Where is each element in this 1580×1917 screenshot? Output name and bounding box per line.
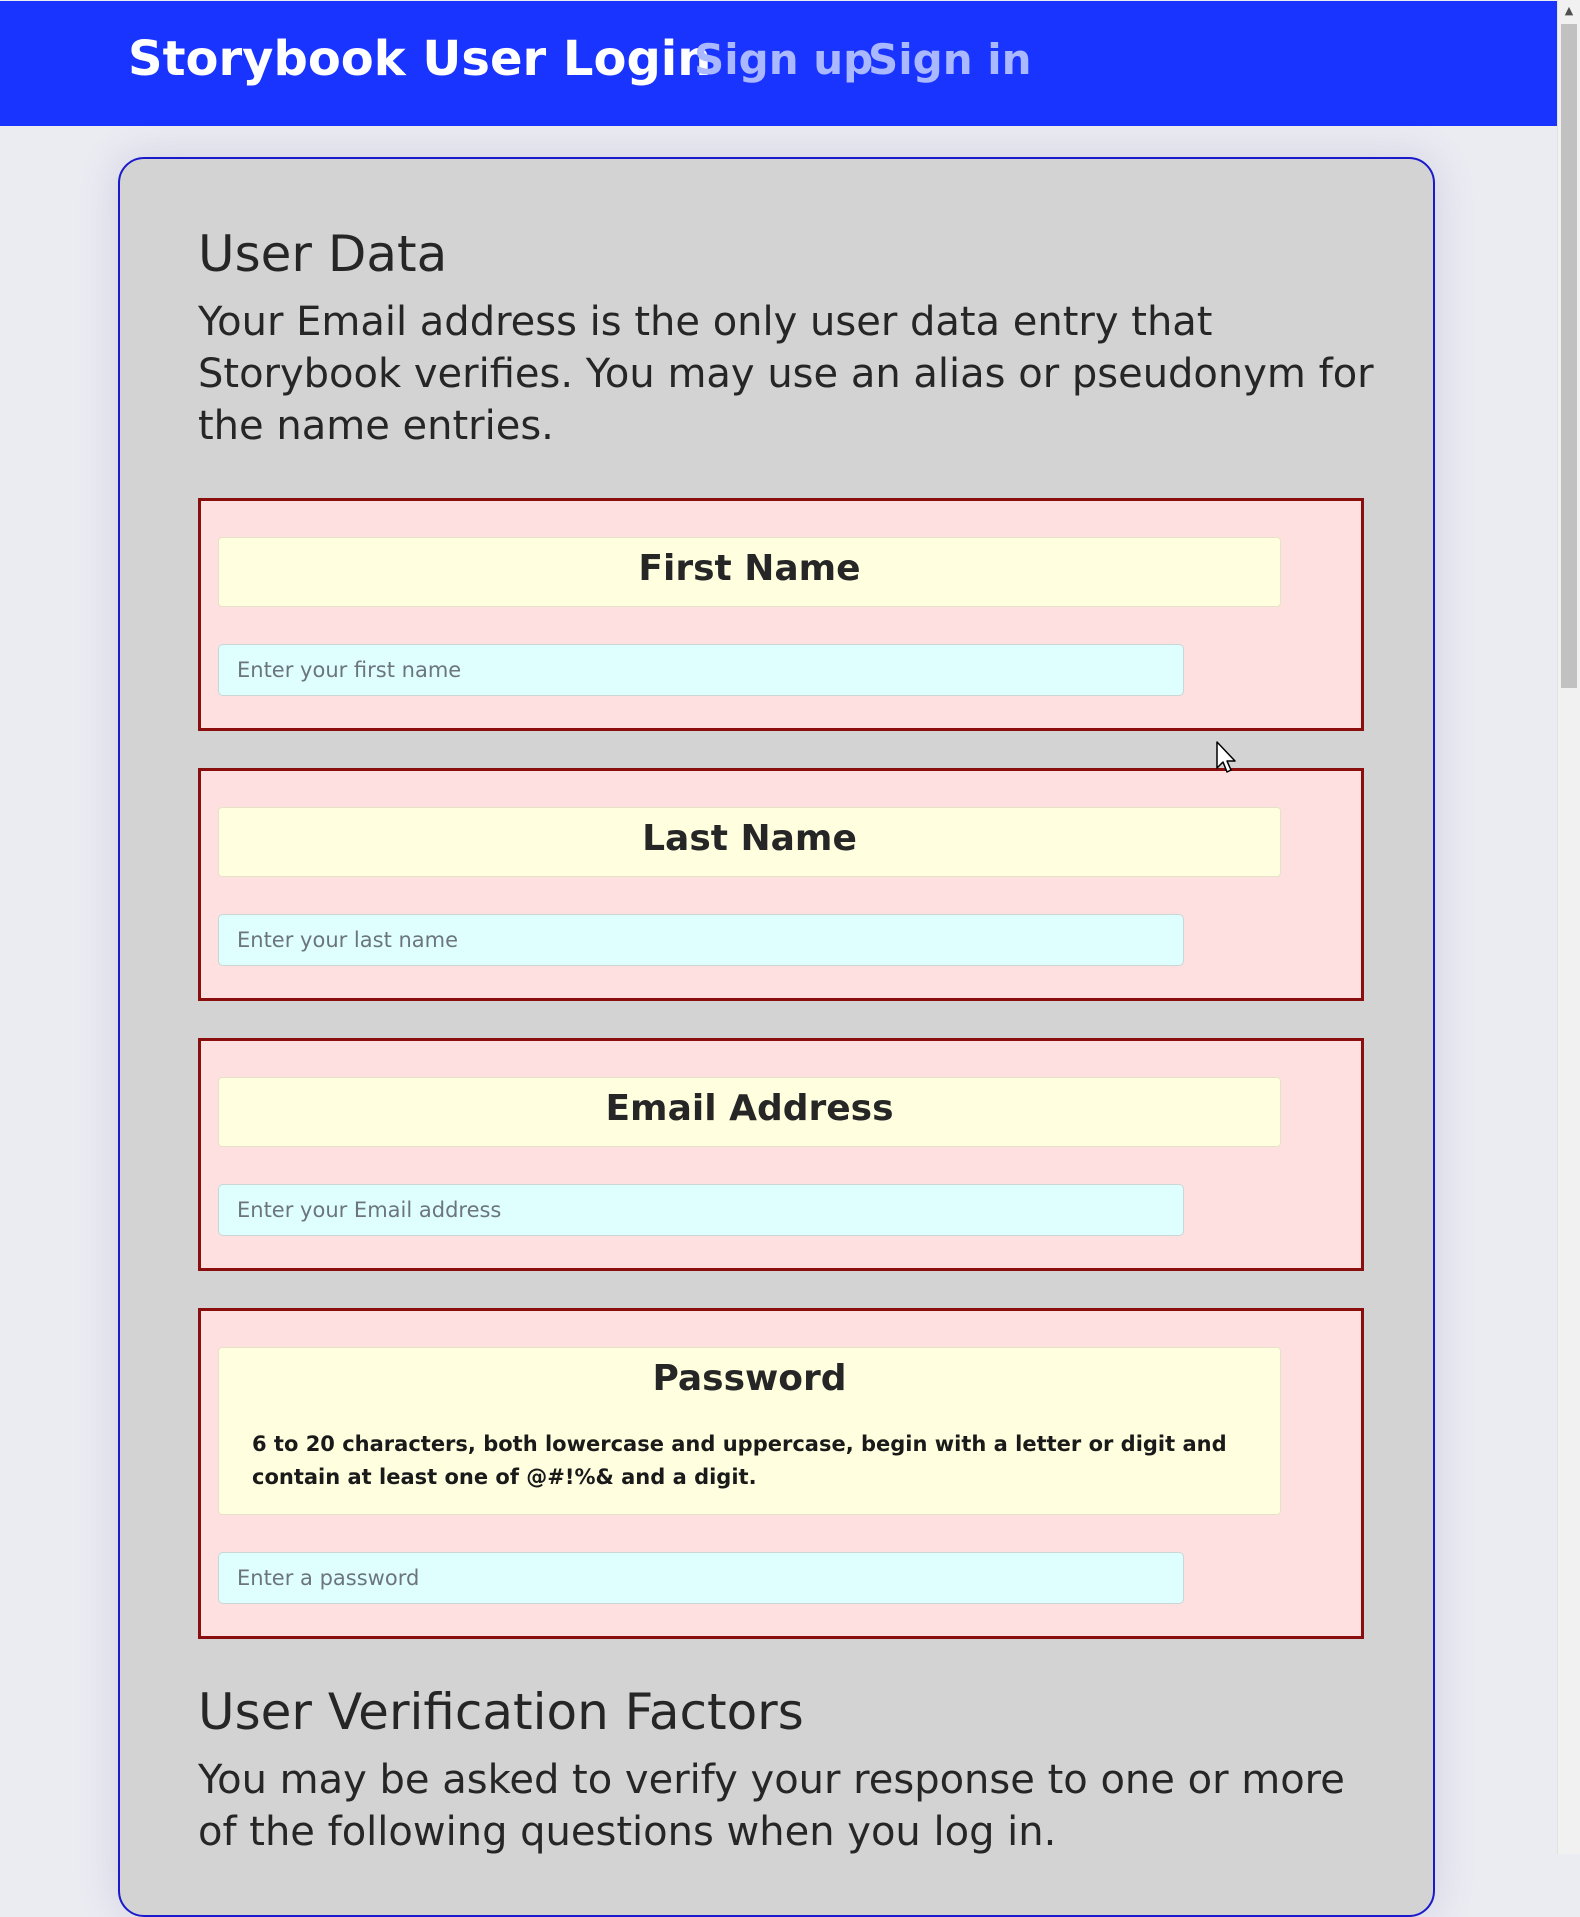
sign-in-link[interactable]: Sign in [868,35,1032,84]
email-label-box [218,1077,1281,1147]
password-group [198,1308,1364,1639]
email-group [198,1038,1364,1271]
password-label: Password [652,1358,847,1399]
vertical-scrollbar[interactable] [1557,0,1580,1854]
scrollbar-thumb[interactable] [1561,24,1577,688]
user-data-description: Your Email address is the only user data entry that Storybook verifies. You may use an alias or pseudonym for the name entries. [198,299,1374,449]
first-name-label-box [218,537,1281,607]
email-input[interactable] [218,1184,1184,1236]
first-name-input[interactable] [218,644,1184,696]
password-hint: 6 to 20 characters, both lowercase and uppercase, begin with a letter or digit and contain at least one of @#!%& and a digit. [252,1432,1227,1489]
brand-title[interactable]: Storybook User Login [128,31,712,87]
verification-description: You may be asked to verify your response to one or more of the following questions when you log in. [198,1757,1345,1855]
sign-up-link[interactable]: Sign up [694,35,874,84]
last-name-group [198,768,1364,1001]
first-name-group [198,498,1364,731]
top-navbar [0,1,1557,126]
last-name-label: Last Name [642,818,857,859]
verification-title: User Verification Factors [198,1683,804,1741]
email-label: Email Address [605,1088,894,1129]
first-name-label: First Name [638,548,861,589]
password-label-box [218,1347,1281,1515]
user-data-title: User Data [198,225,448,283]
scroll-up-icon[interactable]: ▲ [1564,4,1574,17]
user-form-card [118,157,1435,1917]
last-name-input[interactable] [218,914,1184,966]
mouse-pointer-icon [1216,741,1240,777]
last-name-label-box [218,807,1281,877]
password-input[interactable] [218,1552,1184,1604]
